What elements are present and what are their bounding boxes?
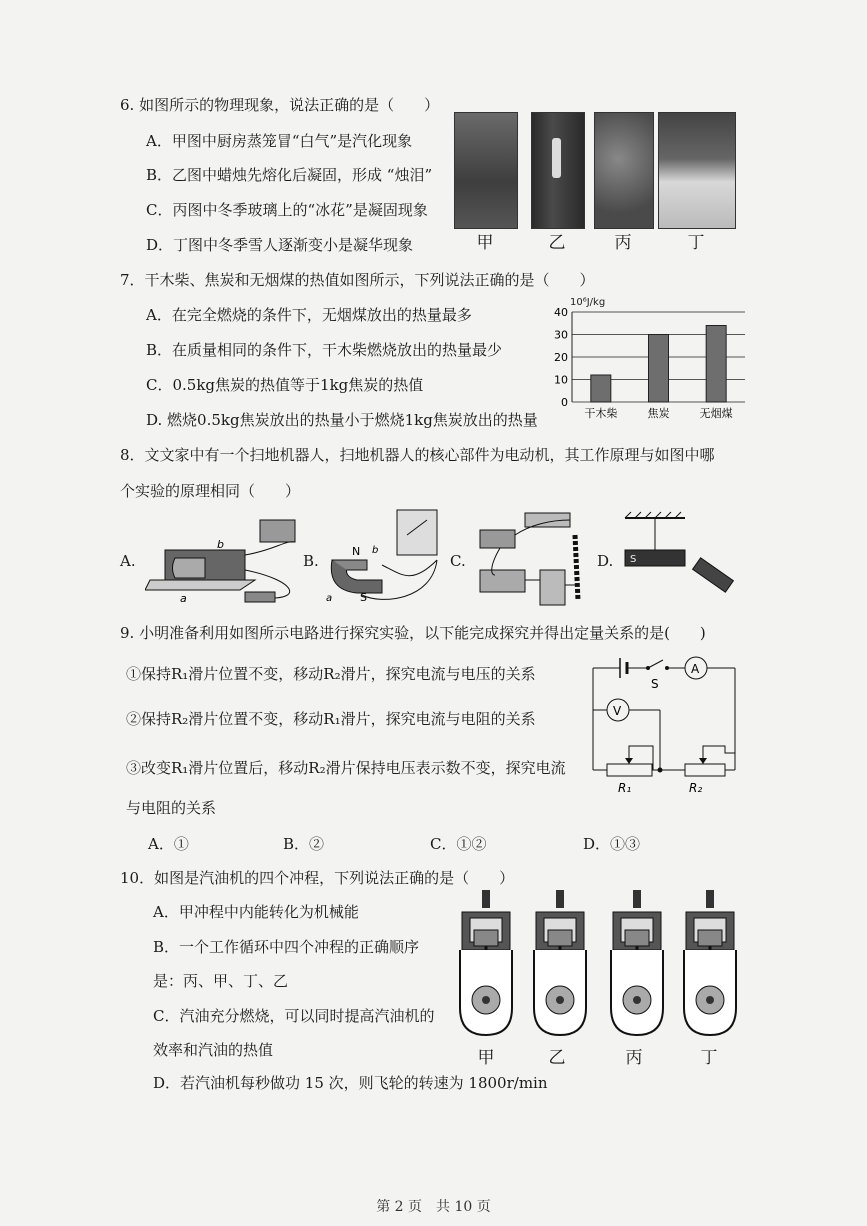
q8-stem-line1: 8．文文家中有一个扫地机器人，扫地机器人的核心部件为电动机，其工作原理与如图中哪 [120, 446, 715, 464]
chart-y-tick-label: 0 [561, 396, 568, 409]
q6-option-c: C．丙图中冬季玻璃上的“冰花”是凝固现象 [146, 201, 428, 219]
chart-x-tick-label: 焦炭 [647, 407, 670, 420]
chart-x-tick-label: 干木柴 [584, 407, 618, 420]
q6-photo-steam [454, 112, 518, 229]
chart-bar-1 [649, 335, 669, 403]
q6-stem: 6. 如图所示的物理现象，说法正确的是（ ） [120, 96, 440, 114]
q10-option-d: D．若汽油机每秒做功 15 次，则飞轮的转速为 1800r/min [153, 1074, 548, 1092]
q7-option-c: C．0.5kg焦炭的热值等于1kg焦炭的热值 [146, 376, 424, 394]
chart-y-tick-label: 40 [554, 306, 568, 319]
engine-stroke-figure-2 [607, 890, 667, 1040]
q8-fig-b-label-s: S [360, 591, 367, 604]
q6-caption-bing: 丙 [614, 233, 632, 253]
q8-fig-a-label-a: a [180, 592, 187, 605]
q7-option-d: D. 燃烧0.5kg焦炭放出的热量小于燃烧1kg焦炭放出的热量 [146, 411, 538, 429]
engine-stroke-figure-3 [680, 890, 740, 1040]
q9-circuit-diagram [585, 648, 745, 798]
chart-bars [591, 326, 726, 403]
q10-option-b-cont: 是：丙、甲、丁、乙 [153, 972, 289, 990]
engine-stroke-figure-0 [456, 890, 516, 1040]
q6-caption-jia: 甲 [476, 233, 494, 253]
q10-option-b: B．一个工作循环中四个冲程的正确顺序 [153, 938, 420, 956]
q8-label-c: C. [450, 552, 466, 570]
chart-x-tick-label: 无烟煤 [699, 407, 733, 420]
chart-bar-2 [706, 326, 726, 403]
q9-r1-label: R₁ [618, 781, 632, 795]
q9-item-3-cont: 与电阻的关系 [126, 799, 217, 817]
engine-stroke-figure-1 [530, 890, 590, 1040]
q8-fig-b-label-n: N [352, 545, 361, 558]
q6-option-b: B．乙图中蜡烛先熔化后凝固，形成 “烛泪” [146, 166, 433, 184]
q8-fig-b-label-b: b [372, 545, 379, 556]
q6-option-a: A．甲图中厨房蒸笼冒“白气”是汽化现象 [146, 132, 413, 150]
q9-option-b: B．② [283, 835, 325, 853]
q10-caption-jia: 甲 [477, 1048, 495, 1068]
q9-option-c: C．①② [430, 835, 487, 853]
q10-option-c-cont: 效率和汽油的热值 [153, 1041, 274, 1059]
q6-photo-snowman [658, 112, 736, 229]
q9-r2-label: R₂ [689, 781, 703, 795]
q8-fig-d-label-s: S [630, 554, 637, 565]
q7-option-a: A．在完全燃烧的条件下，无烟煤放出的热量最多 [146, 306, 472, 324]
chart-y-axis-label: 10⁶J/kg [570, 297, 606, 308]
chart-x-ticks [584, 406, 732, 420]
chart-y-tick-label: 30 [554, 328, 568, 342]
q9-item-2: ②保持R₂滑片位置不变，移动R₁滑片，探究电流与电阻的关系 [126, 710, 536, 728]
chart-y-tick-label: 20 [554, 351, 568, 364]
q9-voltmeter-label: V [613, 704, 622, 718]
q6-caption-yi: 乙 [548, 233, 566, 253]
q9-option-a: A．① [148, 835, 189, 853]
page-footer: 第 2 页 共 10 页 [376, 1199, 491, 1215]
q8-label-b: B. [303, 552, 319, 570]
q10-option-a: A．甲冲程中内能转化为机械能 [153, 903, 359, 921]
chart-bar-0 [591, 375, 611, 402]
q9-item-3: ③改变R₁滑片位置后，移动R₂滑片保持电压表示数不变，探究电流 [126, 759, 566, 777]
q6-option-d: D．丁图中冬季雪人逐渐变小是凝华现象 [146, 236, 414, 254]
q8-label-a: A. [120, 552, 136, 570]
chart-y-ticks [554, 306, 568, 409]
q8-fig-b-label-a: a [326, 593, 333, 604]
heat-value-chart [540, 292, 755, 422]
q9-switch-label: S [651, 677, 659, 691]
q8-figure-a-generator [145, 510, 305, 605]
q6-photo-candle [531, 112, 585, 229]
q8-figure-d-magnet [615, 508, 735, 603]
q6-photo-frost [594, 112, 654, 229]
q6-caption-ding: 丁 [687, 233, 705, 253]
q10-caption-ding: 丁 [700, 1048, 718, 1068]
q7-option-b: B．在质量相同的条件下，干木柴燃烧放出的热量最少 [146, 341, 503, 359]
q9-ammeter-label: A [691, 662, 700, 676]
chart-y-tick-label: 10 [554, 373, 568, 387]
q7-stem: 7．干木柴、焦炭和无烟煤的热值如图所示，下列说法正确的是（ ） [120, 271, 595, 289]
q8-figure-b-induction [322, 505, 447, 605]
q9-item-1: ①保持R₁滑片位置不变，移动R₂滑片，探究电流与电压的关系 [126, 665, 536, 683]
q10-stem: 10．如图是汽油机的四个冲程，下列说法正确的是（ ） [120, 869, 515, 887]
q8-fig-a-label-b: b [217, 538, 224, 551]
q9-option-d: D．①③ [583, 835, 641, 853]
q10-caption-yi: 乙 [548, 1048, 566, 1068]
q8-label-d: D. [597, 552, 614, 570]
q10-option-c: C．汽油充分燃烧，可以同时提高汽油机的 [153, 1007, 435, 1025]
q8-stem-line2: 个实验的原理相同（ ） [120, 482, 301, 500]
q8-figure-c-electromagnet [470, 505, 595, 610]
q9-stem: 9. 小明准备利用如图所示电路进行探究实验，以下能完成探究并得出定量关系的是( ) [120, 624, 706, 642]
q10-caption-bing: 丙 [625, 1048, 643, 1068]
